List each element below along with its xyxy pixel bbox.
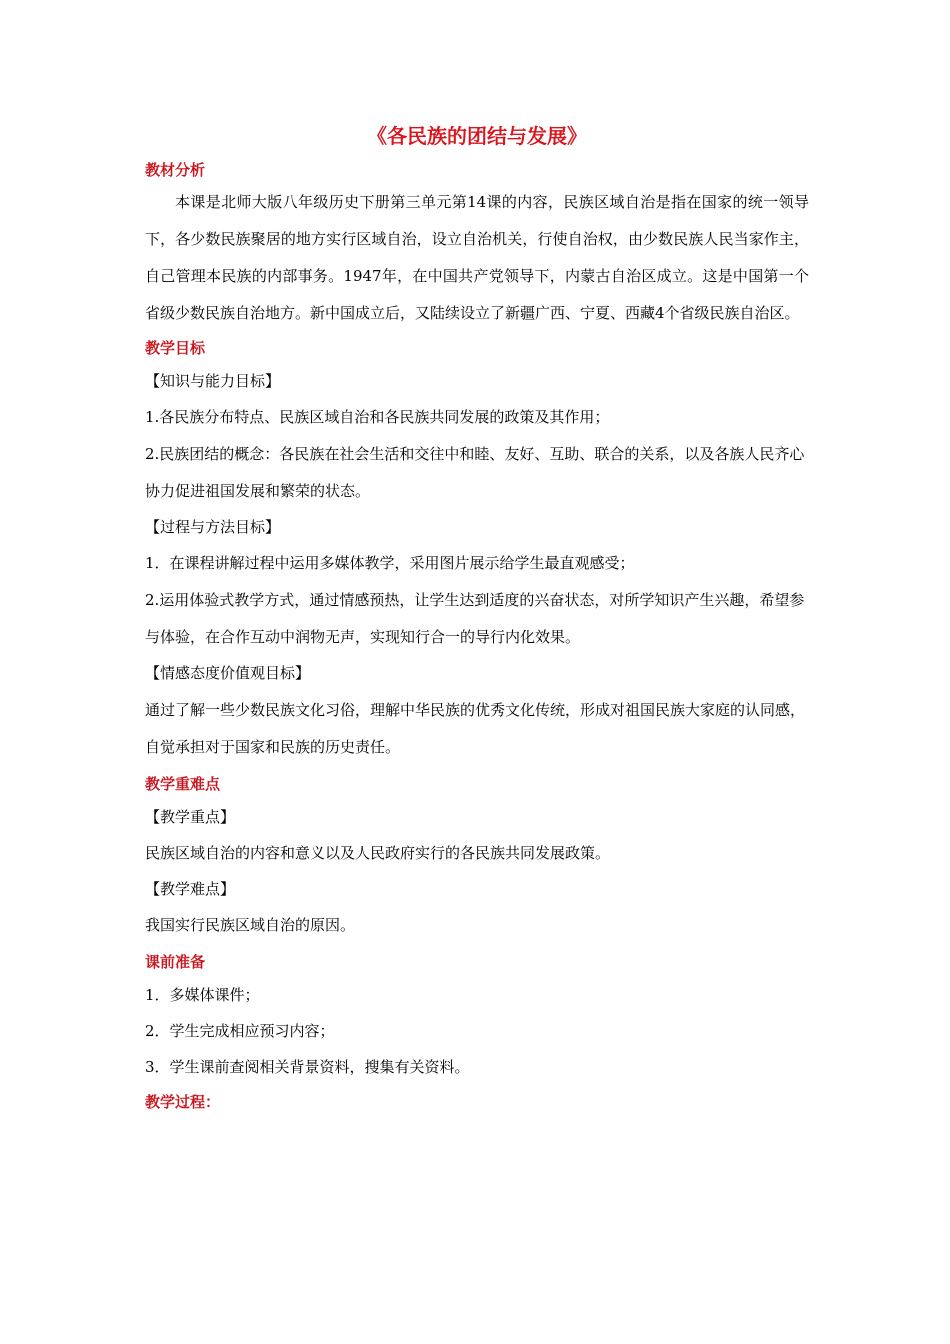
document-page (145, 118, 809, 1120)
heading-analysis: 教材分析 (145, 161, 206, 179)
heading-preparation: 课前准备 (145, 953, 206, 971)
preparation-item-1: 1．多媒体课件； (145, 986, 260, 1004)
document-title: 《各民族的团结与发展》 (367, 124, 587, 148)
process-goal-1: 1．在课程讲解过程中运用多媒体教学，采用图片展示给学生最直观感受； (145, 554, 635, 572)
label-knowledge-goals: 【知识与能力目标】 (145, 372, 281, 390)
heading-teaching-process: 教学过程： (145, 1093, 221, 1111)
knowledge-goal-2: 2.民族团结的概念：各民族在社会生活和交往中和睦、友好、互助、联合的关系，以及各族人民齐心协力促进祖国发展和繁荣的状态。 (145, 445, 805, 500)
analysis-paragraph: 本课是北师大版八年级历史下册第三单元第14课的内容，民族区域自治是指在国家的统一领导下，各少数民族聚居的地方实行区域自治，设立自治机关，行使自治权，由少数民族人民当家作主，自己管理本民族的内部事务。1947年，在中国共产党领导下，内蒙古自治区成立。这是中国第一个省级少数民族自治地方。新中国成立后，又陆续设立了新疆广西、宁夏、西藏4个省级民族自治区。 (145, 193, 809, 322)
preparation-item-2: 2．学生完成相应预习内容； (145, 1022, 335, 1040)
teaching-focus-text: 民族区域自治的内容和意义以及人民政府实行的各民族共同发展政策。 (145, 844, 611, 862)
label-process-goals: 【过程与方法目标】 (145, 518, 281, 536)
label-emotion-goals: 【情感态度价值观目标】 (145, 664, 311, 682)
teaching-difficulty-text: 我国实行民族区域自治的原因。 (145, 916, 356, 934)
heading-key-points: 教学重难点 (145, 775, 221, 793)
heading-goals: 教学目标 (145, 339, 206, 357)
preparation-item-3: 3．学生课前查阅相关背景资料，搜集有关资料。 (145, 1058, 470, 1076)
knowledge-goal-1: 1.各民族分布特点、民族区域自治和各民族共同发展的政策及其作用； (145, 408, 610, 426)
label-teaching-focus: 【教学重点】 (145, 808, 236, 826)
process-goal-2: 2.运用体验式教学方式，通过情感预热，让学生达到适度的兴奋状态，对所学知识产生兴趣，希望参与体验，在合作互动中润物无声，实现知行合一的导行内化效果。 (145, 591, 805, 646)
emotion-goal-text: 通过了解一些少数民族文化习俗，理解中华民族的优秀文化传统，形成对祖国民族大家庭的认同感，自觉承担对于国家和民族的历史责任。 (145, 701, 806, 756)
label-teaching-difficulty: 【教学难点】 (145, 880, 236, 898)
